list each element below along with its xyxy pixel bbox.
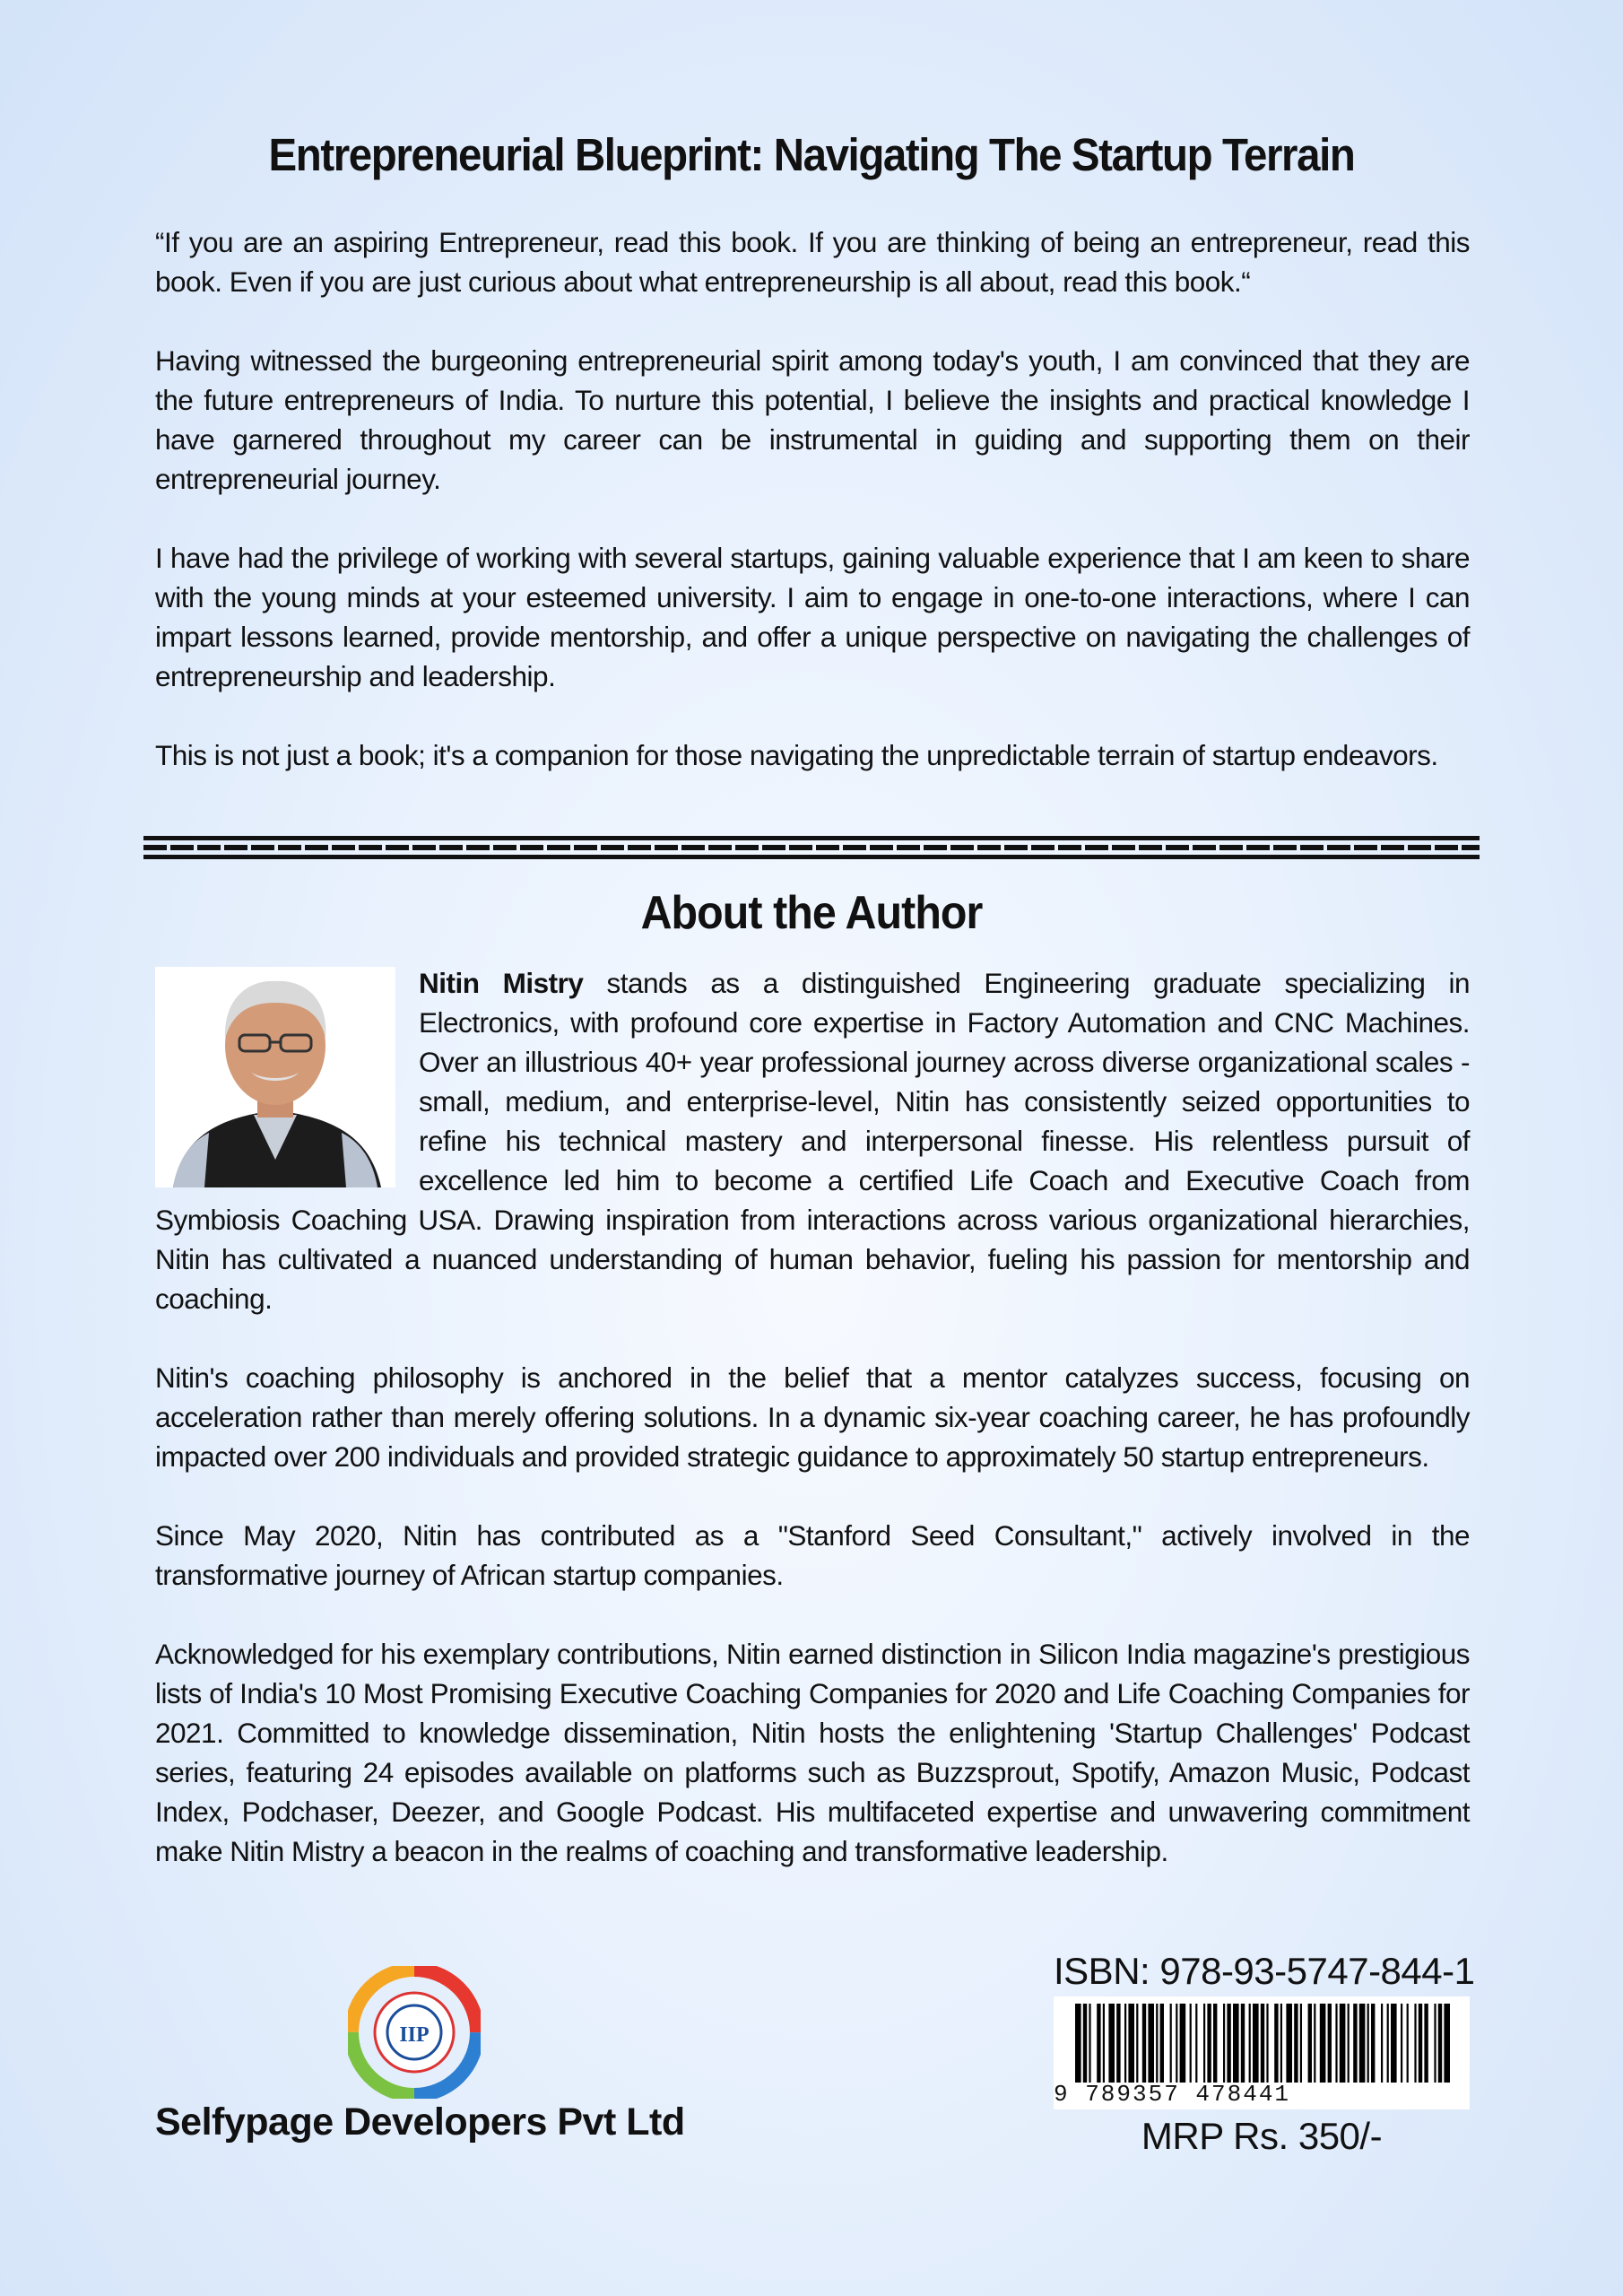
- isbn-barcode: [1054, 1996, 1470, 2109]
- author-bio-paragraph-4: Acknowledged for his exemplary contributions, Nitin earned distinction in Silicon India magazine's prestigious lists of India's 10 Most Promising Executive Coaching Companies for 2020 and Life Coaching Companies for 2021. Committed to knowledge dissemination, Nitin hosts the enlightening 'Startup Challenges' Podcast series, featuring 24 episodes available on platforms such as Buzzsprout, Spotify, Amazon Music, Podcast Index, Podchaser, Deezer, and Google Podcast. His multifaceted expertise and unwavering commitment make Nitin Mistry a beacon in the realms of coaching and transformative leadership.: [155, 1638, 1470, 1867]
- author-bio-paragraph-1: [155, 963, 1470, 1318]
- book-title: Entrepreneurial Blueprint: Navigating The Startup Terrain: [268, 129, 1355, 180]
- blurb: [155, 222, 1470, 814]
- barcode-digits: 9 789357 478441: [1054, 2081, 1291, 2108]
- blurb-paragraph-4: This is not just a book; it's a companion for those navigating the unpredictable terrain of startup endeavors.: [155, 739, 1438, 771]
- blurb-paragraph-3: I have had the privilege of working with several startups, gaining valuable experience that I am keen to share with the young minds at your esteemed university. I aim to engage in one-to-one interactions, where I can impart lessons learned, provide mentorship, and offer a unique perspective on navigating the challenges of entrepreneurship and leadership.: [155, 542, 1470, 692]
- author-heading: About the Author: [640, 887, 983, 939]
- publisher-logo: [348, 1966, 481, 2099]
- isbn-label: ISBN: 978-93-5747-844-1: [1054, 1950, 1475, 1992]
- author-name: Nitin Mistry: [419, 967, 584, 999]
- barcode-bars-icon: [1054, 1996, 1470, 2083]
- logo-initials: IIP: [399, 2023, 430, 2047]
- section-divider: [143, 836, 1480, 859]
- blurb-paragraph-1: “If you are an aspiring Entrepreneur, read this book. If you are thinking of being an entrepreneur, read this book. Even if you are just curious about what entrepreneurship is all about, read this book.“: [155, 226, 1470, 298]
- price-label: MRP Rs. 350/-: [1141, 2115, 1383, 2157]
- author-bio-paragraph-2: Nitin's coaching philosophy is anchored in the belief that a mentor catalyzes success, focusing on acceleration rather than merely offering solutions. In a dynamic six-year coaching career, he has profoundly impacted over 200 individuals and provided strategic guidance to approximately 50 startup entrepreneurs.: [155, 1361, 1470, 1473]
- author-photo: [155, 967, 395, 1187]
- iip-logo-icon: [348, 1966, 481, 2099]
- blurb-paragraph-2: Having witnessed the burgeoning entrepreneurial spirit among today's youth, I am convinced that they are the future entrepreneurs of India. To nurture this potential, I believe the insights and practical knowledge I have garnered throughout my career can be instrumental in guiding and supporting them on their entrepreneurial journey.: [155, 344, 1470, 495]
- author-intro: stands as a distinguished Engineering graduate specializing in Electronics, with profound core expertise in Factory Automation and CNC Machines. Over an illustrious 40+ year professional journey across diverse organizational scales -small, medium, and enterprise-level, Nitin has consistently seized opportunities to refine his technical mastery and interpersonal finesse. His relentless pursuit of excellence led him to become a certified Life Coach and Executive Coach from Symbiosis Coaching USA. Drawing inspiration from interactions across various organizational hierarchies, Nitin has cultivated a nuanced understanding of human behavior, fueling his passion for mentorship and coaching.: [155, 967, 1471, 1315]
- author-bio-paragraph-3: Since May 2020, Nitin has contributed as a "Stanford Seed Consultant," actively involved in the transformative journey of African startup companies.: [155, 1519, 1470, 1591]
- publisher-name: Selfypage Developers Pvt Ltd: [155, 2100, 685, 2144]
- author-portrait-icon: [155, 967, 395, 1187]
- author-bio: [155, 963, 1470, 1910]
